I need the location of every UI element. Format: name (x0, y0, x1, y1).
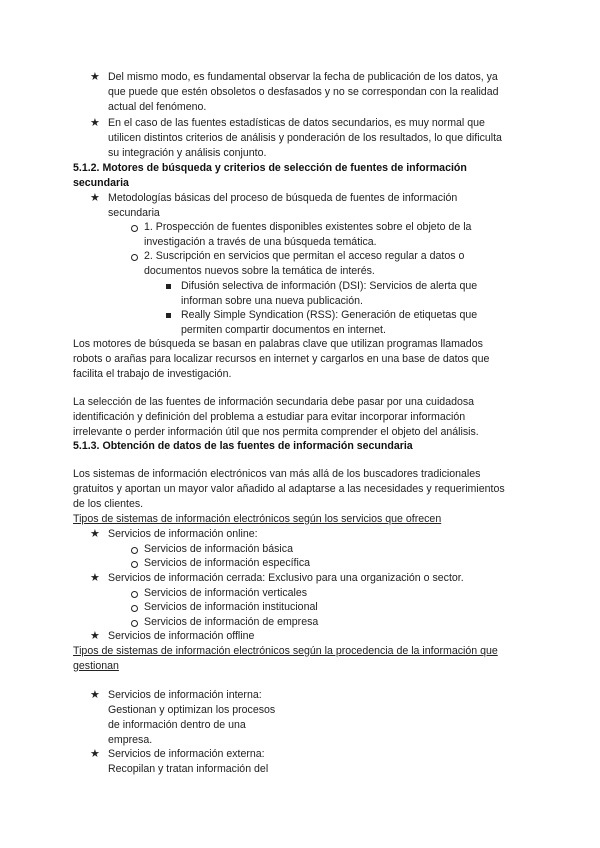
subheading: Tipos de sistemas de información electrónicos según la procedencia de la información que (73, 645, 498, 657)
section-heading: 5.1.3. Obtención de datos de las fuentes de información secundaria (73, 440, 413, 452)
paragraph-line: utilicen distintos criterios de análisis y ponderación de los resultados, lo que dificulta (108, 132, 502, 144)
list-item: Difusión selectiva de información (DSI): Servicios de alerta que (181, 280, 478, 292)
paragraph-line: que puede que estén obsoletos o desfasados y no se correspondan con la realidad (108, 86, 499, 98)
circle-bullet-icon (131, 591, 138, 598)
star-bullet-icon: ★ (90, 192, 100, 204)
circle-bullet-icon (131, 254, 138, 261)
paragraph-line: La selección de las fuentes de información secundaria debe pasar por una cuidadosa (73, 396, 475, 408)
circle-bullet-icon (131, 225, 138, 232)
paragraph-line: robots o arañas para localizar recursos en internet y cargarlos en una base de datos que (73, 353, 490, 365)
circle-bullet-icon (131, 561, 138, 568)
list-item: Really Simple Syndication (RSS): Generación de etiquetas que (181, 309, 478, 321)
star-bullet-icon: ★ (90, 689, 100, 701)
circle-bullet-icon (131, 547, 138, 554)
paragraph-line: En el caso de las fuentes estadísticas de datos secundarios, es muy normal que (108, 117, 485, 129)
list-item: documentos nuevos sobre la temática de interés. (144, 265, 375, 277)
list-item: 2. Suscripción en servicios que permitan el acceso regular a datos o (144, 250, 465, 262)
star-bullet-icon: ★ (90, 528, 100, 540)
section-heading: 5.1.2. Motores de búsqueda y criterios de selección de fuentes de información (73, 162, 467, 174)
list-item: Servicios de información específica (144, 557, 311, 569)
paragraph-line: identificación y definición del problema a estudiar para evitar incorporar información (73, 411, 466, 423)
paragraph-line: Del mismo modo, es fundamental observar la fecha de publicación de los datos, ya (108, 71, 498, 83)
circle-bullet-icon (131, 620, 138, 627)
star-bullet-icon: ★ (90, 117, 100, 129)
star-bullet-icon: ★ (90, 572, 100, 584)
paragraph-line: actual del fenómeno. (108, 101, 207, 113)
list-item: empresa. (108, 734, 153, 746)
list-item: informan sobre una nueva publicación. (181, 295, 363, 307)
list-item: Servicios de información online: (108, 528, 258, 540)
square-bullet-icon (166, 313, 171, 318)
star-bullet-icon: ★ (90, 748, 100, 760)
paragraph-line: facilita el trabajo de investigación. (73, 368, 232, 380)
list-item: Servicios de información cerrada: Exclusivo para una organización o sector. (108, 572, 464, 584)
circle-bullet-icon (131, 605, 138, 612)
subheading: Tipos de sistemas de información electrónicos según los servicios que ofrecen (73, 513, 442, 525)
list-item: secundaria (108, 207, 160, 219)
list-item: investigación a través de una búsqueda temática. (144, 236, 377, 248)
subheading: gestionan (73, 660, 119, 672)
star-bullet-icon: ★ (90, 630, 100, 642)
list-item: Servicios de información offline (108, 630, 255, 642)
paragraph-line: gratuitos y aportan un mayor valor añadido al adaptarse a las necesidades y requerimientos (73, 483, 505, 495)
list-item: Servicios de información de empresa (144, 616, 319, 628)
paragraph-line: de los clientes. (73, 498, 144, 510)
paragraph-line: Los sistemas de información electrónicos van más allá de los buscadores tradicionales (73, 468, 481, 480)
paragraph-line: Los motores de búsqueda se basan en palabras clave que utilizan programas llamados (73, 338, 483, 350)
list-item: Servicios de información externa: (108, 748, 265, 760)
list-item: Servicios de información institucional (144, 601, 318, 613)
star-bullet-icon: ★ (90, 71, 100, 83)
list-item: Gestionan y optimizan los procesos (108, 704, 276, 716)
list-item: Recopilan y tratan información del (108, 763, 269, 775)
list-item: permiten compartir documentos en internet. (181, 324, 386, 336)
list-item: 1. Prospección de fuentes disponibles existentes sobre el objeto de la (144, 221, 472, 233)
list-item: de información dentro de una (108, 719, 246, 731)
square-bullet-icon (166, 284, 171, 289)
paragraph-line: irrelevante o perder información útil que nos permita comprender el objeto del análisis. (73, 426, 479, 438)
list-item: Servicios de información interna: (108, 689, 262, 701)
list-item: Servicios de información verticales (144, 587, 308, 599)
list-item: Servicios de información básica (144, 543, 293, 555)
list-item: Metodologías básicas del proceso de búsqueda de fuentes de información (108, 192, 458, 204)
section-heading: secundaria (73, 177, 129, 189)
paragraph-line: su integración y análisis conjunto. (108, 147, 267, 159)
